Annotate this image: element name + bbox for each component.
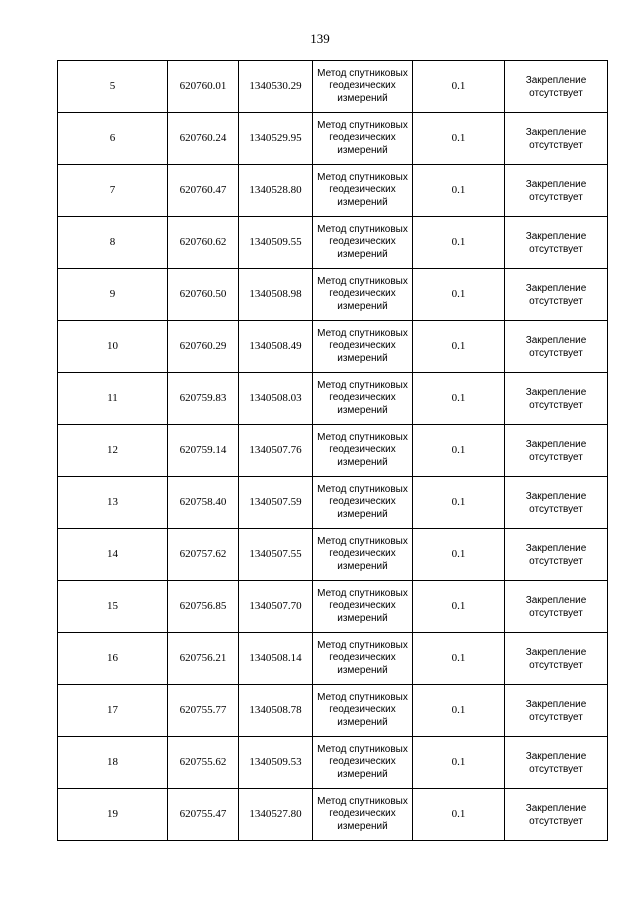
point-number-cell: 16 (58, 633, 168, 685)
point-number-cell: 9 (58, 269, 168, 321)
point-number-cell: 6 (58, 113, 168, 165)
coordinate-y-cell: 1340509.53 (239, 737, 313, 789)
coordinate-x-cell: 620760.50 (168, 269, 239, 321)
method-cell: Метод спутниковых геодезических измерений (313, 217, 413, 269)
coordinate-x-cell: 620757.62 (168, 529, 239, 581)
fixing-cell: Закрепление отсутствует (505, 165, 608, 217)
accuracy-cell: 0.1 (413, 321, 505, 373)
coordinate-x-cell: 620759.14 (168, 425, 239, 477)
point-number-cell: 11 (58, 373, 168, 425)
coordinate-x-cell: 620760.24 (168, 113, 239, 165)
table-row (58, 165, 608, 217)
fixing-cell: Закрепление отсутствует (505, 789, 608, 841)
coordinate-x-cell: 620758.40 (168, 477, 239, 529)
fixing-cell: Закрепление отсутствует (505, 321, 608, 373)
coordinate-y-cell: 1340508.49 (239, 321, 313, 373)
method-cell: Метод спутниковых геодезических измерений (313, 529, 413, 581)
accuracy-cell: 0.1 (413, 737, 505, 789)
fixing-cell: Закрепление отсутствует (505, 529, 608, 581)
coordinate-y-cell: 1340508.98 (239, 269, 313, 321)
fixing-cell: Закрепление отсутствует (505, 373, 608, 425)
point-number-cell: 14 (58, 529, 168, 581)
method-cell: Метод спутниковых геодезических измерений (313, 113, 413, 165)
table-row (58, 113, 608, 165)
fixing-cell: Закрепление отсутствует (505, 425, 608, 477)
fixing-cell: Закрепление отсутствует (505, 113, 608, 165)
coordinate-x-cell: 620756.21 (168, 633, 239, 685)
fixing-cell: Закрепление отсутствует (505, 737, 608, 789)
fixing-cell: Закрепление отсутствует (505, 685, 608, 737)
point-number-cell: 7 (58, 165, 168, 217)
fixing-cell: Закрепление отсутствует (505, 581, 608, 633)
accuracy-cell: 0.1 (413, 425, 505, 477)
coordinate-x-cell: 620760.47 (168, 165, 239, 217)
point-number-cell: 18 (58, 737, 168, 789)
method-cell: Метод спутниковых геодезических измерений (313, 737, 413, 789)
coordinate-y-cell: 1340527.80 (239, 789, 313, 841)
point-number-cell: 13 (58, 477, 168, 529)
coordinate-x-cell: 620755.62 (168, 737, 239, 789)
coordinate-y-cell: 1340507.70 (239, 581, 313, 633)
point-number-cell: 5 (58, 61, 168, 113)
accuracy-cell: 0.1 (413, 61, 505, 113)
coordinate-y-cell: 1340508.78 (239, 685, 313, 737)
point-number-cell: 17 (58, 685, 168, 737)
accuracy-cell: 0.1 (413, 113, 505, 165)
coordinate-y-cell: 1340508.14 (239, 633, 313, 685)
coordinate-x-cell: 620756.85 (168, 581, 239, 633)
method-cell: Метод спутниковых геодезических измерений (313, 581, 413, 633)
coordinate-y-cell: 1340509.55 (239, 217, 313, 269)
method-cell: Метод спутниковых геодезических измерений (313, 321, 413, 373)
fixing-cell: Закрепление отсутствует (505, 217, 608, 269)
point-number-cell: 8 (58, 217, 168, 269)
accuracy-cell: 0.1 (413, 789, 505, 841)
table-row (58, 789, 608, 841)
method-cell: Метод спутниковых геодезических измерений (313, 373, 413, 425)
table-row (58, 685, 608, 737)
method-cell: Метод спутниковых геодезических измерений (313, 165, 413, 217)
method-cell: Метод спутниковых геодезических измерений (313, 269, 413, 321)
table-row (58, 217, 608, 269)
table-row (58, 425, 608, 477)
coordinate-y-cell: 1340529.95 (239, 113, 313, 165)
method-cell: Метод спутниковых геодезических измерений (313, 633, 413, 685)
coordinate-x-cell: 620760.29 (168, 321, 239, 373)
accuracy-cell: 0.1 (413, 529, 505, 581)
coordinates-table (57, 60, 608, 841)
coordinate-x-cell: 620760.01 (168, 61, 239, 113)
point-number-cell: 19 (58, 789, 168, 841)
coordinates-table-body (58, 61, 608, 841)
accuracy-cell: 0.1 (413, 269, 505, 321)
coordinate-y-cell: 1340508.03 (239, 373, 313, 425)
method-cell: Метод спутниковых геодезических измерений (313, 425, 413, 477)
point-number-cell: 15 (58, 581, 168, 633)
coordinate-x-cell: 620755.47 (168, 789, 239, 841)
coordinate-y-cell: 1340507.55 (239, 529, 313, 581)
table-row (58, 737, 608, 789)
coordinate-y-cell: 1340528.80 (239, 165, 313, 217)
accuracy-cell: 0.1 (413, 165, 505, 217)
table-row (58, 269, 608, 321)
coordinate-x-cell: 620755.77 (168, 685, 239, 737)
fixing-cell: Закрепление отсутствует (505, 633, 608, 685)
point-number-cell: 10 (58, 321, 168, 373)
accuracy-cell: 0.1 (413, 633, 505, 685)
coordinate-x-cell: 620759.83 (168, 373, 239, 425)
table-row (58, 61, 608, 113)
coordinate-y-cell: 1340530.29 (239, 61, 313, 113)
method-cell: Метод спутниковых геодезических измерений (313, 789, 413, 841)
coordinate-x-cell: 620760.62 (168, 217, 239, 269)
method-cell: Метод спутниковых геодезических измерений (313, 61, 413, 113)
accuracy-cell: 0.1 (413, 581, 505, 633)
coordinate-y-cell: 1340507.76 (239, 425, 313, 477)
table-row (58, 633, 608, 685)
page-number: 139 (310, 31, 330, 46)
table-row (58, 321, 608, 373)
fixing-cell: Закрепление отсутствует (505, 477, 608, 529)
point-number-cell: 12 (58, 425, 168, 477)
table-row (58, 373, 608, 425)
coordinate-y-cell: 1340507.59 (239, 477, 313, 529)
fixing-cell: Закрепление отсутствует (505, 61, 608, 113)
accuracy-cell: 0.1 (413, 373, 505, 425)
method-cell: Метод спутниковых геодезических измерений (313, 685, 413, 737)
method-cell: Метод спутниковых геодезических измерений (313, 477, 413, 529)
table-row (58, 529, 608, 581)
accuracy-cell: 0.1 (413, 685, 505, 737)
accuracy-cell: 0.1 (413, 217, 505, 269)
table-row (58, 477, 608, 529)
accuracy-cell: 0.1 (413, 477, 505, 529)
table-row (58, 581, 608, 633)
fixing-cell: Закрепление отсутствует (505, 269, 608, 321)
